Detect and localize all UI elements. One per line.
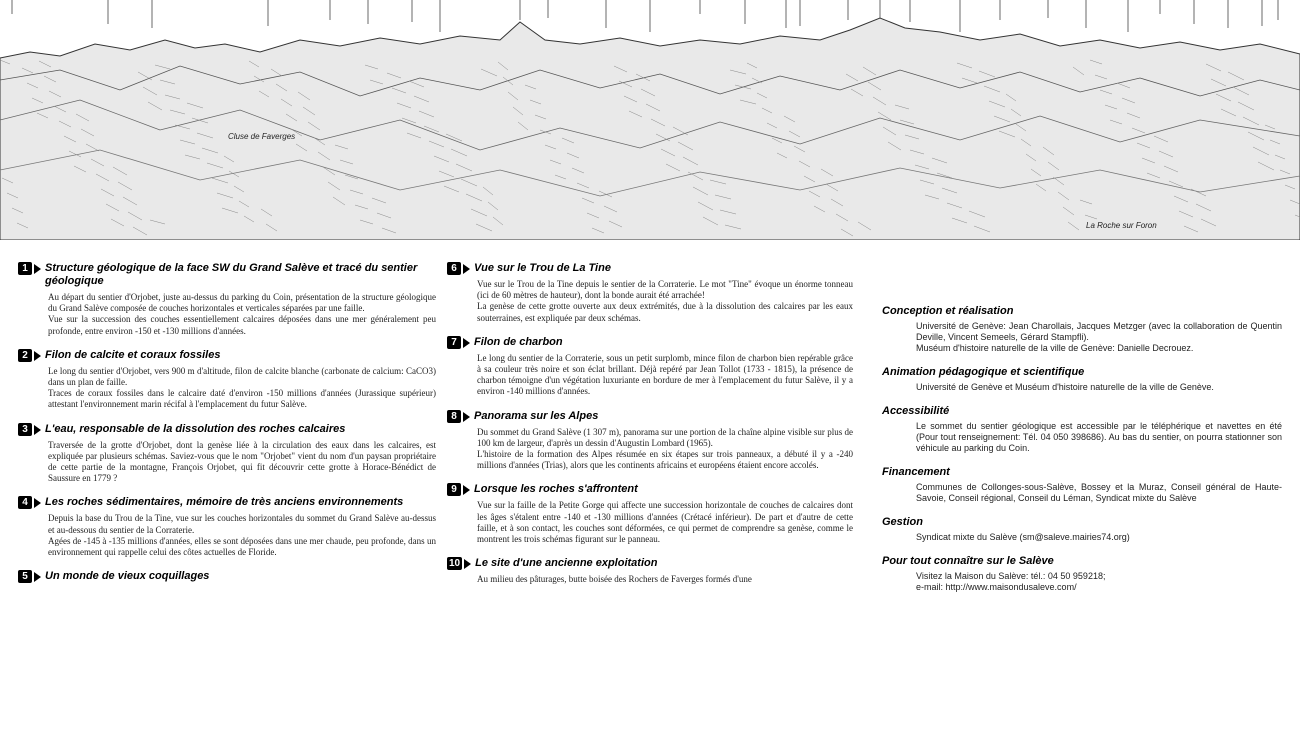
credit-line: Le sommet du sentier géologique est accessible par le téléphérique et navettes en été (Pour tout renseignement: Tél. 04 050 398686). Au bas du sentier, on pourra stationner son véhicule au parking du Coin.	[916, 421, 1282, 453]
credit-line: Muséum d'histoire naturelle de la ville de Genève: Danielle Decrouez.	[916, 343, 1194, 353]
credit-body	[916, 482, 1282, 504]
description-paragraph: Vue sur le Trou de la Tine depuis le sentier de la Corraterie. Le mot "Tine" évoque un énorme tonneau (ici de 60 mètres de hauteur), dont la bonde aurait été arrachée!	[477, 279, 853, 301]
stop-title: Filon de charbon	[474, 335, 563, 348]
triangle-arrow-icon	[463, 338, 470, 348]
stop-title: L'eau, responsable de la dissolution des roches calcaires	[45, 422, 346, 435]
stop-description	[477, 574, 853, 585]
pano-label-roche-sur-foron: La Roche sur Foron	[1086, 221, 1157, 230]
credit-body	[916, 532, 1282, 543]
stop-title: Un monde de vieux coquillages	[45, 570, 210, 583]
description-paragraph: Du sommet du Grand Salève (1 307 m), panorama sur une portion de la chaîne alpine visible sur plus de 100 km de largeur, d'après un dessin d'Augustin Lombard (1965).	[477, 426, 853, 448]
credit-line: e-mail: http://www.maisondusaleve.com/	[916, 582, 1077, 592]
stop-number-badge: 7	[447, 336, 461, 349]
stop-number-badge: 2	[18, 349, 32, 362]
credit-block	[882, 516, 1282, 543]
credits-column	[882, 305, 1282, 605]
triangle-arrow-icon	[463, 412, 470, 422]
description-paragraph: Traces de coraux fossiles dans le calcaire daté d'environ -150 millions d'années (Jurassique supérieur) attestant l'environnement marin récifal à l'emplacement du futur Salève.	[48, 388, 436, 410]
stop-title: Lorsque les roches s'affrontent	[474, 483, 638, 496]
triangle-arrow-icon	[34, 572, 41, 582]
stops-column-left	[18, 262, 436, 595]
triangle-arrow-icon	[34, 498, 41, 508]
pano-label-faverges: Cluse de Faverges	[228, 132, 296, 141]
stop-heading	[447, 336, 853, 349]
stop-title: Panorama sur les Alpes	[474, 409, 599, 422]
credit-heading: Financement	[882, 466, 950, 478]
description-paragraph: Le long du sentier d'Orjobet, vers 900 m d'altitude, filon de calcite blanche (carbonate de calcium: CaCO3) dans un plan de faille.	[48, 365, 436, 388]
credit-line: Université de Genève: Jean Charollais, Jacques Metzger (avec la collaboration de Quentin Deville, Vincent Semeels, Gérard Stampfli).	[916, 321, 1282, 342]
stop-title: Structure géologique de la face SW du Grand Salève et tracé du sentier géologique	[45, 262, 418, 287]
description-paragraph: Vue sur la succession des couches essentiellement calcaires déposées dans une mer généralement peu profonde, entre environ -150 et -130 millions d'années.	[48, 314, 436, 336]
stop-section	[447, 557, 853, 585]
description-paragraph: Le long du sentier de la Corraterie, sous un petit surplomb, mince filon de charbon bien repérable grâce à sa couleur très noire et son éclat brillant. Déjà repéré par Jean Tollot (1733 - 1815), la présence de charbon témoigne d'un végétation luxuriante en bordure de mer à l'emplacement du futur Salève, il y a environ -140 millions d'années.	[477, 352, 853, 397]
stop-section	[18, 349, 436, 411]
stop-section	[18, 496, 436, 558]
stop-heading	[18, 349, 436, 362]
stop-number-badge: 9	[447, 483, 461, 496]
triangle-arrow-icon	[34, 264, 41, 274]
credit-body	[916, 571, 1282, 593]
stop-description	[477, 427, 853, 472]
credit-block	[882, 555, 1282, 593]
credit-body	[916, 321, 1282, 354]
credit-line: Visitez la Maison du Salève: tél.: 04 50 959218;	[916, 571, 1106, 581]
stop-description	[477, 279, 853, 324]
stop-description	[48, 366, 436, 411]
stop-number-badge: 10	[449, 558, 461, 570]
stop-section	[18, 262, 436, 337]
stop-number-badge: 6	[447, 262, 461, 275]
triangle-arrow-icon	[463, 264, 470, 274]
stop-number-badge: 3	[18, 423, 32, 436]
stop-number-badge: 1	[18, 262, 32, 275]
credit-block	[882, 405, 1282, 454]
description-paragraph: Au milieu des pâturages, butte boisée des Rochers de Faverges formés d'une	[477, 574, 752, 585]
stop-title: Le site d'une ancienne exploitation	[475, 557, 658, 570]
stop-number-badge: 5	[18, 570, 32, 583]
stop-section	[18, 570, 436, 583]
alps-panorama-drawing	[0, 0, 1300, 240]
description-paragraph: Vue sur la faille de la Petite Gorge qui affecte une succession horizontale de couches de calcaires dont les âges s'étalent entre -140 et -130 millions d'années (Crétacé inférieur). De part et d'autre de cette faille, et à son contact, les couches sont déformées, ce qui permet de comprendre sa genèse, comme le montrent les trois schémas figurant sur le panneau.	[477, 500, 853, 545]
triangle-arrow-icon	[34, 425, 41, 435]
stop-heading	[447, 262, 853, 275]
description-paragraph: Depuis la base du Trou de la Tine, vue sur les couches horizontales du sommet du Grand Salève au-dessus et au-dessous du sentier de la Corraterie.	[48, 513, 436, 535]
credit-block	[882, 305, 1282, 354]
stop-heading	[447, 410, 853, 423]
triangle-arrow-icon	[463, 485, 470, 495]
stop-section	[447, 410, 853, 472]
stop-section	[447, 336, 853, 398]
stop-heading	[18, 423, 436, 436]
credit-block	[882, 366, 1282, 393]
stop-description	[477, 353, 853, 398]
credit-heading: Accessibilité	[882, 405, 950, 417]
stop-heading	[18, 262, 436, 288]
stop-number-badge: 8	[447, 410, 461, 423]
credit-line: Université de Genève et Muséum d'histoire naturelle de la ville de Genève.	[916, 382, 1214, 392]
stop-heading	[447, 483, 853, 496]
description-paragraph: Agées de -145 à -135 millions d'années, elles se sont déposées dans une mer chaude, peu profonde, dans un environnement qui rappelle celui des côtes actuelles de Floride.	[48, 535, 436, 558]
stop-title: Vue sur le Trou de La Tine	[474, 262, 611, 274]
stops-column-middle	[447, 262, 853, 597]
credit-line: Syndicat mixte du Salève (sm@saleve.mairies74.org)	[916, 532, 1130, 542]
stop-description	[48, 292, 436, 337]
credit-heading: Gestion	[882, 516, 923, 528]
stop-title: Filon de calcite et coraux fossiles	[45, 348, 221, 361]
description-paragraph: La genèse de cette grotte ouverte aux deux extrémités, due à la dissolution des calcaires par les eaux souterraines, est expliquée par deux schémas.	[477, 301, 853, 323]
stop-heading	[447, 557, 853, 570]
credit-heading: Pour tout connaître sur le Salève	[882, 555, 1054, 567]
stop-description	[477, 500, 853, 545]
description-paragraph: L'histoire de la formation des Alpes résumée en six étapes sur trois panneaux, a débuté il y a -240 millions d'années (Trias), alors que les continents africains et européens étaient encore accolés.	[477, 449, 853, 471]
stop-section	[447, 483, 853, 545]
credit-body	[916, 382, 1282, 393]
credit-line: Communes de Collonges-sous-Salève, Bossey et la Muraz, Conseil général de Haute-Savoie, Conseil régional, Conseil du Léman, Syndicat mixte du Salève	[916, 482, 1282, 503]
stop-number-badge: 4	[18, 496, 32, 509]
stop-description	[48, 513, 436, 558]
stop-heading	[18, 570, 436, 583]
triangle-arrow-icon	[34, 351, 41, 361]
credit-body	[916, 421, 1282, 454]
stop-description	[48, 440, 436, 485]
description-paragraph: Au départ du sentier d'Orjobet, juste au-dessus du parking du Coin, présentation de la structure géologique du Grand Salève composée de couches horizontales et verticales séparées par une faille.	[48, 292, 436, 314]
credit-heading: Animation pédagogique et scientifique	[882, 366, 1085, 378]
stop-title: Les roches sédimentaires, mémoire de très anciens environnements	[45, 496, 404, 509]
description-paragraph: Traversée de la grotte d'Orjobet, dont la genèse liée à la circulation des eaux dans les calcaires, est expliquée par plusieurs schémas. Saviez-vous que le nom "Orjobet" vient du nom d'un paysan propriétaire de cette partie de la montagne, François Orjobet, qui fit découvrir cette grotte à Horace-Bénédict de Saussure en 1779 ?	[48, 439, 436, 484]
credit-heading: Conception et réalisation	[882, 305, 1014, 317]
triangle-arrow-icon	[464, 559, 471, 569]
stop-heading	[18, 496, 436, 509]
stop-section	[447, 262, 853, 324]
stop-section	[18, 423, 436, 485]
credit-block	[882, 466, 1282, 504]
